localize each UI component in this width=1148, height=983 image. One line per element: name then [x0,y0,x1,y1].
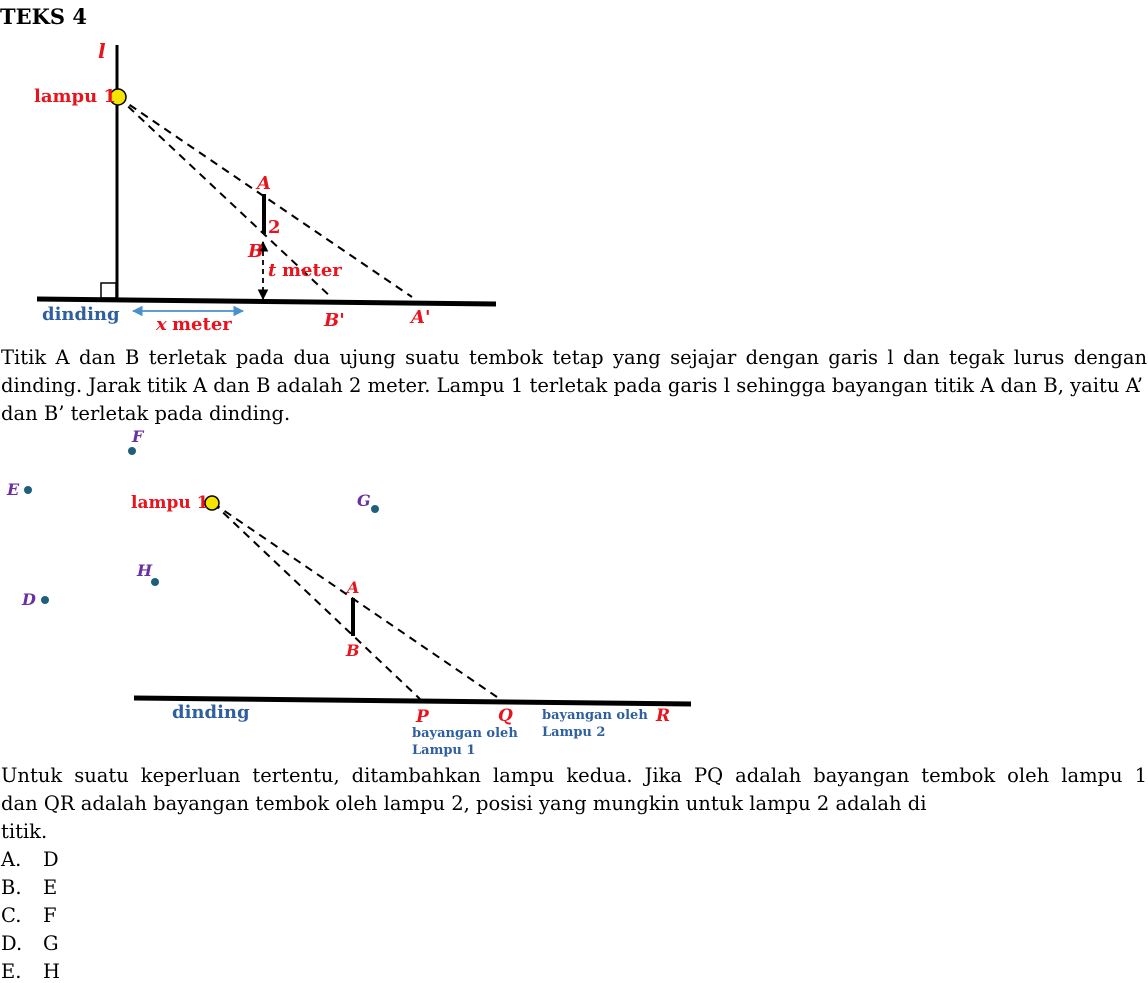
wall-label: dinding [42,304,120,325]
lamp-1-label: lampu 1 [34,86,117,107]
point-b-label-2: B [346,641,360,660]
option-a[interactable] [1,848,59,871]
option-b[interactable] [1,876,57,899]
point-p-label: P [416,707,429,727]
paragraph-1-line-2: dinding. Jarak titik A dan B adalah 2 meter. Lampu 1 terletak pada garis l sehingga bayangan titik A dan B, yaitu A’ [1,374,1143,397]
point-h-dot [151,578,159,586]
shadow-b-label: B' [324,310,345,331]
option-d-text: G [43,932,59,955]
point-h-label: H [137,561,153,580]
wall-label-2: dinding [172,702,250,723]
paragraph-2-line-3: titik. [1,820,48,843]
option-a-letter: A. [1,848,22,871]
point-r-label: R [656,706,671,726]
option-e-text: H [43,960,61,983]
point-d-dot [41,596,49,604]
shadow-2-line-2: Lampu 2 [542,725,606,740]
paragraph-2-line-2: dan QR adalah bayangan tembok oleh lampu 2, posisi yang mungkin untuk lampu 2 adalah di [1,792,927,815]
lamp-1-label-2: lampu 1 [131,493,209,513]
option-e-letter: E. [1,960,22,983]
option-b-letter: B. [1,876,22,899]
x-var-label: x [156,314,167,335]
figure-2-diagram [0,420,1148,760]
option-e[interactable] [1,960,60,983]
figure-1-diagram [0,0,1148,340]
point-f-dot [128,447,136,455]
t-unit-label: meter [282,260,342,281]
ray-to-p [213,503,420,699]
option-c-letter: C. [1,904,22,927]
option-d-letter: D. [1,932,23,955]
point-e-label: E [7,480,20,499]
point-g-label: G [357,491,371,510]
line-l-label: l [98,39,106,63]
paragraph-1 [1,344,1147,428]
option-d[interactable] [1,932,59,955]
paragraph-2-line-1: Untuk suatu keperluan tertentu, ditambahkan lampu kedua. Jika PQ adalah bayangan tembok oleh lampu 1 [1,764,1147,787]
paragraph-1-line-3: dan B’ terletak pada dinding. [1,402,291,425]
shadow-2-line-1: bayangan oleh [542,708,648,723]
option-a-text: D [43,848,59,871]
point-a-label: A [257,173,271,194]
option-c-text: F [43,904,57,927]
point-q-label: Q [498,706,513,726]
point-b-label: B [248,241,264,262]
shadow-1-line-1: bayangan oleh [412,726,518,741]
point-e-dot [24,486,32,494]
t-var-label: t [268,260,277,281]
x-unit-label: meter [172,314,232,335]
shadow-1-line-2: Lampu 1 [412,743,476,758]
paragraph-2 [1,762,1147,846]
point-g-dot [371,505,379,513]
point-a-label-2: A [347,578,360,597]
paragraph-1-line-1: Titik A dan B terletak pada dua ujung suatu tembok tetap yang sejajar dengan garis l dan tegak lurus dengan [1,346,1147,369]
wall-length-label: 2 [268,217,281,238]
point-d-label: D [22,590,36,609]
section-title: TEKS 4 [0,4,87,29]
option-c[interactable] [1,904,57,927]
point-f-label: F [132,427,144,446]
right-angle-mark [101,283,116,298]
option-b-text: E [43,876,58,899]
shadow-a-label: A' [411,307,431,328]
